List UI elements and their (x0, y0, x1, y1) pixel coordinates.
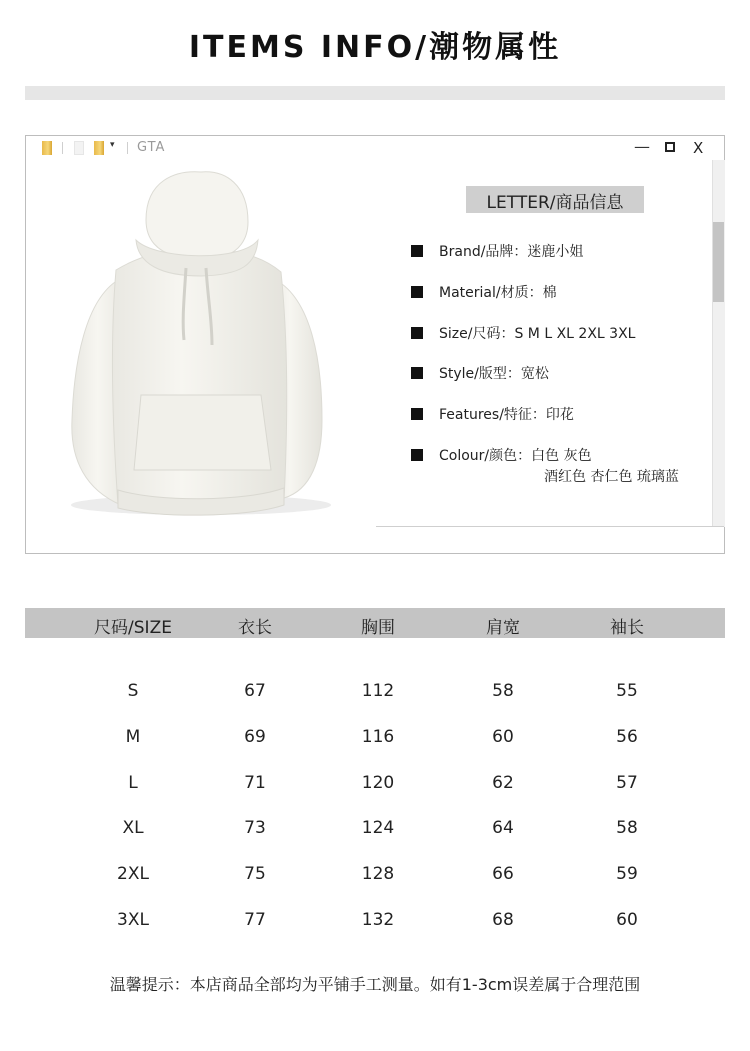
header-divider-bar (25, 86, 725, 100)
table-cell: 56 (616, 727, 638, 747)
bullet-icon (411, 367, 423, 379)
minimize-button[interactable]: — (634, 137, 650, 156)
bullet-icon (411, 408, 423, 420)
table-cell: 60 (492, 727, 514, 747)
colour-options-continued: 酒红色 杏仁色 琉璃蓝 (544, 469, 679, 485)
product-info-window (25, 135, 725, 554)
panel-divider (376, 526, 724, 527)
table-cell: 69 (244, 727, 266, 747)
panel-title: LETTER/商品信息 (486, 193, 624, 213)
info-text: Brand/品牌：迷鹿小姐 (439, 244, 584, 260)
table-cell: 75 (244, 864, 266, 884)
table-cell: 67 (244, 681, 266, 701)
info-text: Size/尺码：S M L XL 2XL 3XL (439, 326, 636, 342)
table-cell: 62 (492, 773, 514, 793)
table-cell: 73 (244, 818, 266, 838)
hoodie-image (26, 160, 376, 527)
close-button[interactable]: X (693, 139, 704, 157)
table-cell: 55 (616, 681, 638, 701)
table-cell: 124 (361, 818, 395, 838)
table-header-cell: 胸围 (361, 618, 395, 638)
maximize-button[interactable] (665, 142, 675, 152)
measurement-note: 温馨提示：本店商品全部均为平铺手工测量。如有1-3cm误差属于合理范围 (109, 975, 641, 994)
folder-icon[interactable] (94, 141, 104, 155)
chevron-down-icon[interactable]: ▾ (110, 140, 115, 150)
info-text: Material/材质：棉 (439, 285, 557, 301)
table-cell: 60 (616, 910, 638, 930)
info-text: Features/特征：印花 (439, 407, 574, 423)
table-header-cell: 袖长 (610, 618, 644, 638)
table-cell: 112 (361, 681, 395, 701)
scrollbar-track[interactable] (712, 160, 725, 527)
page-title: ITEMS INFO/潮物属性 (188, 30, 562, 65)
table-cell: 68 (492, 910, 514, 930)
table-header-cell: 肩宽 (486, 618, 520, 638)
bullet-icon (411, 449, 423, 461)
bullet-icon (411, 327, 423, 339)
table-size-label: XL (122, 818, 144, 838)
toolbar-separator (62, 142, 63, 154)
info-text: Style/版型：宽松 (439, 366, 549, 382)
table-cell: 116 (361, 727, 395, 747)
table-size-label: 2XL (117, 864, 149, 884)
table-cell: 58 (492, 681, 514, 701)
table-cell: 59 (616, 864, 638, 884)
table-cell: 120 (361, 773, 395, 793)
table-cell: 128 (361, 864, 395, 884)
table-cell: 58 (616, 818, 638, 838)
table-cell: 57 (616, 773, 638, 793)
table-size-label: M (125, 727, 141, 747)
table-cell: 77 (244, 910, 266, 930)
table-header-cell: 尺码/SIZE (94, 618, 172, 638)
toolbar-separator (127, 142, 128, 154)
table-cell: 66 (492, 864, 514, 884)
scrollbar-thumb[interactable] (713, 222, 724, 302)
table-cell: 64 (492, 818, 514, 838)
folder-path-text[interactable]: GTA (137, 140, 166, 155)
table-header-cell: 衣长 (238, 618, 272, 638)
blank-page-icon[interactable] (74, 141, 84, 155)
table-cell: 71 (244, 773, 266, 793)
table-cell: 132 (361, 910, 395, 930)
window-toolbar (26, 136, 724, 160)
bullet-icon (411, 245, 423, 257)
table-size-label: S (127, 681, 139, 701)
product-photo (26, 160, 376, 527)
info-text: Colour/颜色：白色 灰色 (439, 448, 592, 464)
table-size-label: 3XL (117, 910, 149, 930)
bullet-icon (411, 286, 423, 298)
table-size-label: L (128, 773, 138, 793)
folder-icon[interactable] (42, 141, 52, 155)
